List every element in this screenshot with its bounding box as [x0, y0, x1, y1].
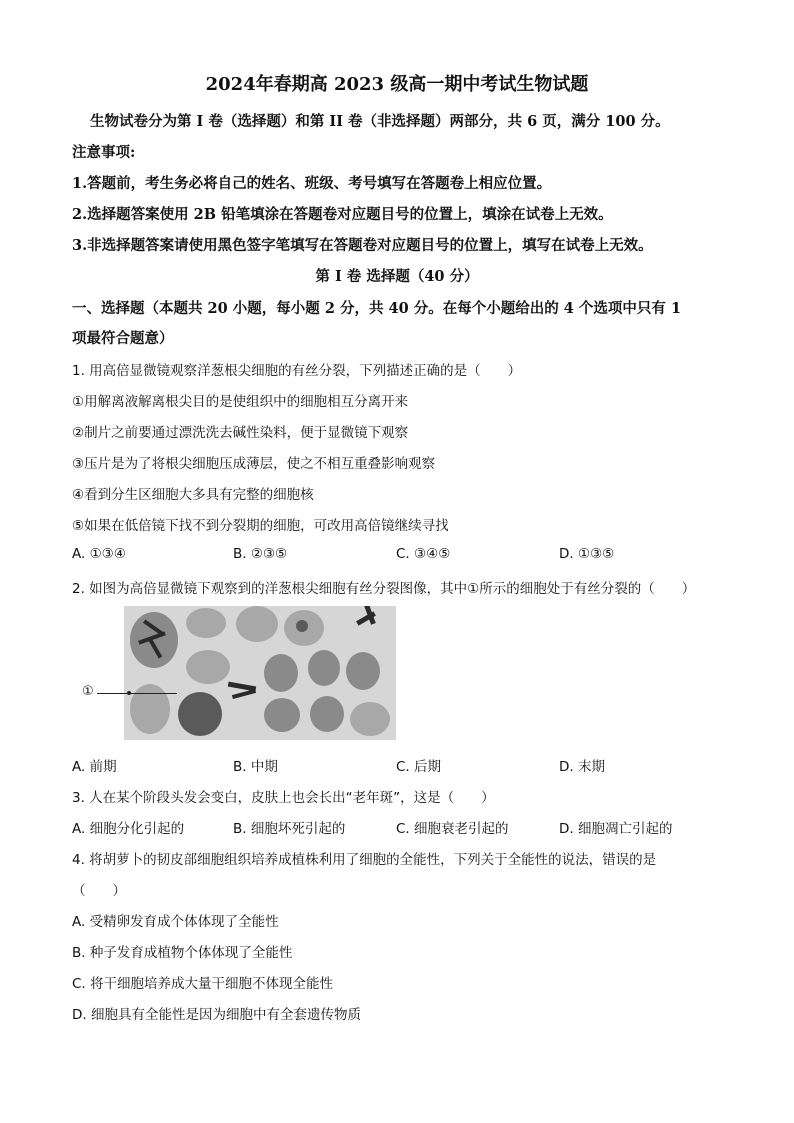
figure-callout-dot [127, 691, 131, 695]
notice-item: 1.答题前，考生务必将自己的姓名、班级、考号填写在答题卷上相应位置。 [72, 175, 552, 192]
question-1-option-b[interactable]: B. ②③⑤ [233, 546, 288, 562]
question-1-statement: ④看到分生区细胞大多具有完整的细胞核 [72, 487, 314, 503]
question-1-statement: ②制片之前要通过漂洗洗去碱性染料，便于显微镜下观察 [72, 425, 409, 441]
exam-title: 2024年春期高 2023 级高一期中考试生物试题 [205, 74, 589, 95]
question-3-option-c[interactable]: C. 细胞衰老引起的 [396, 821, 509, 837]
section-instructions: 一、选择题（本题共 20 小题，每小题 2 分，共 40 分。在每个小题给出的 4 个选项中只有 1 [72, 300, 682, 317]
notice-item: 3.非选择题答案请使用黑色签字笔填写在答题卷对应题目号的位置上，填写在试卷上无效。 [72, 237, 653, 254]
section-instructions-cont: 项最符合题意） [72, 330, 174, 347]
question-4-option-b[interactable]: B. 种子发育成植物个体体现了全能性 [72, 945, 293, 961]
question-2-option-d[interactable]: D. 末期 [559, 759, 605, 775]
exam-intro: 生物试卷分为第 I 卷（选择题）和第 II 卷（非选择题）两部分，共 6 页，满分 100 分。 [90, 113, 670, 130]
question-2-option-c[interactable]: C. 后期 [396, 759, 442, 775]
question-1-option-d[interactable]: D. ①③⑤ [559, 546, 615, 562]
question-4-option-a[interactable]: A. 受精卵发育成个体体现了全能性 [72, 914, 279, 930]
section-title: 第 I 卷 选择题（40 分） [315, 268, 479, 285]
question-1-stem: 1. 用高倍显微镜观察洋葱根尖细胞的有丝分裂，下列描述正确的是（ ） [72, 363, 522, 379]
notice-heading: 注意事项: [72, 144, 136, 161]
question-2-stem: 2. 如图为高倍显微镜下观察到的洋葱根尖细胞有丝分裂图像，其中①所示的细胞处于有丝分裂的（ ） [72, 581, 696, 597]
question-2-option-a[interactable]: A. 前期 [72, 759, 117, 775]
question-2-option-b[interactable]: B. 中期 [233, 759, 278, 775]
question-4-option-c[interactable]: C. 将干细胞培养成大量干细胞不体现全能性 [72, 976, 334, 992]
question-4-option-d[interactable]: D. 细胞具有全能性是因为细胞中有全套遗传物质 [72, 1007, 361, 1023]
figure-callout-label: ① [82, 684, 94, 699]
question-3-stem: 3. 人在某个阶段头发会变白，皮肤上也会长出“老年斑”，这是（ ） [72, 790, 495, 806]
question-1-option-a[interactable]: A. ①③④ [72, 546, 126, 562]
question-3-option-a[interactable]: A. 细胞分化引起的 [72, 821, 185, 837]
question-1-statement: ①用解离液解离根尖目的是使组织中的细胞相互分离开来 [72, 394, 409, 410]
question-1-option-c[interactable]: C. ③④⑤ [396, 546, 451, 562]
question-1-statement: ⑤如果在低倍镜下找不到分裂期的细胞，可改用高倍镜继续寻找 [72, 518, 449, 534]
notice-item: 2.选择题答案使用 2B 铅笔填涂在答题卷对应题目号的位置上，填涂在试卷上无效。 [72, 206, 613, 223]
figure-callout-line [97, 693, 177, 694]
micrograph-figure [124, 606, 396, 740]
question-3-option-d[interactable]: D. 细胞凋亡引起的 [559, 821, 673, 837]
question-1-statement: ③压片是为了将根尖细胞压成薄层，使之不相互重叠影响观察 [72, 456, 436, 472]
question-4-stem: 4. 将胡萝卜的韧皮部细胞组织培养成植株利用了细胞的全能性，下列关于全能性的说法，错误的是 [72, 852, 657, 868]
question-4-stem-cont: （ ） [72, 883, 126, 899]
question-3-option-b[interactable]: B. 细胞坏死引起的 [233, 821, 346, 837]
